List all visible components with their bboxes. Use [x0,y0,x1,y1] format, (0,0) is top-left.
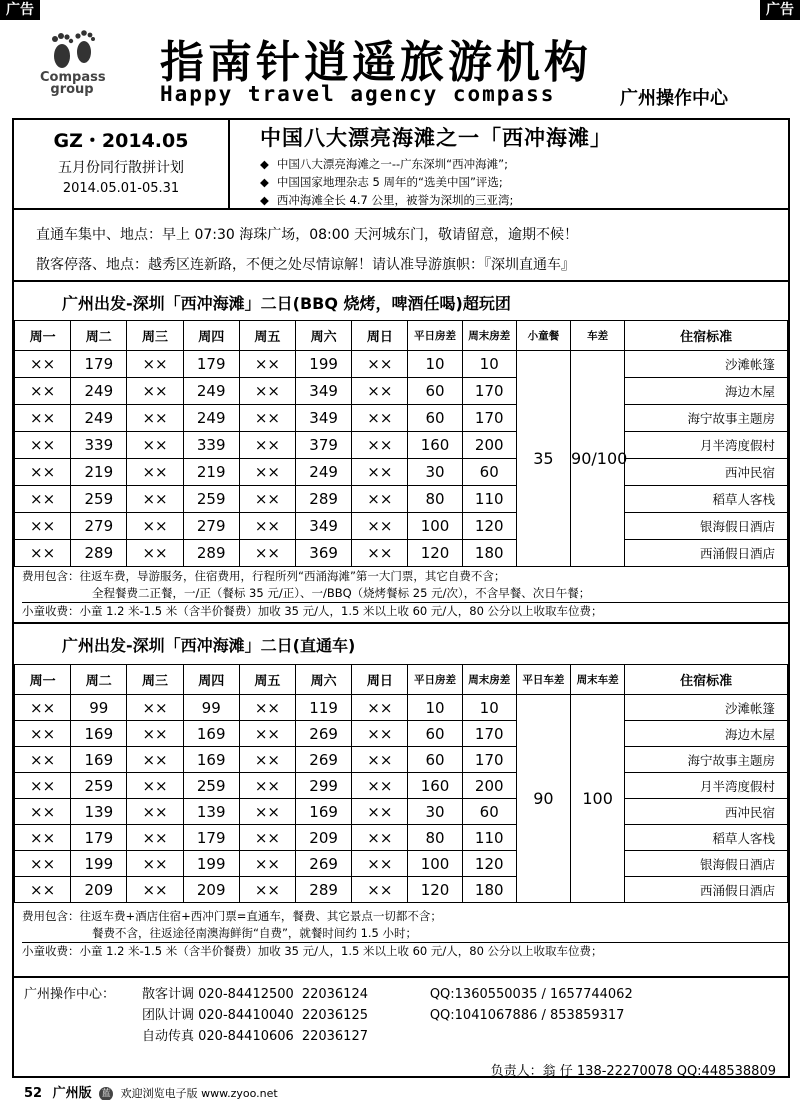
meeting-point-text: 直通车集中、地点：早上 07:30 海珠广场，08:00 天河城东门，敬请留意，逾期不候！ [36,227,579,243]
tour2-price-cell: 289 [296,877,352,903]
compass-logo [40,28,104,104]
tour1-row [15,378,788,405]
contact-block [14,976,788,1079]
feature-list [260,155,788,209]
tour2-notes [14,908,788,960]
tour2-price-cell: ×× [352,825,408,851]
edition-label: 广州版 [52,1086,92,1100]
tour1-price-cell: 199 [296,351,352,378]
tour2-price-cell: ×× [15,877,71,903]
tour2-lodging-cell: 稻草人客栈 [625,825,788,851]
headline: 中国八大漂亮海滩之一「西冲海滩」 [260,126,612,150]
tour1-price-cell: 289 [71,540,127,567]
responsible-person: 负责人：翁 仔 138-22270078 QQ:448538809 [490,1064,776,1079]
tour2-price-cell: 10 [462,695,516,721]
tour1-price-cell: 60 [408,378,462,405]
tour2-price-cell: 269 [296,747,352,773]
tour2-price-cell: 119 [296,695,352,721]
tour1-price-cell: ×× [352,540,408,567]
tour1-price-cell: 170 [462,378,516,405]
tour2-price-cell: 209 [296,825,352,851]
tour2-note-fee: 费用包含：往返车费+酒店住宿+西冲门票=直通车，餐费、其它景点一切都不含； [22,909,442,923]
tour2-price-cell: 160 [408,773,462,799]
contact-row: 广州操作中心： 散客计调 020-84412500 22036124 QQ:1360550035 / 1657744062 [24,984,788,1005]
tour1-price-cell: 349 [296,405,352,432]
tour2-price-cell: ×× [239,747,295,773]
tour1-price-cell: 120 [408,540,462,567]
tour2-header-cell: 周五 [239,665,295,695]
tour2-price-cell: 139 [183,799,239,825]
tour2-header-cell: 周一 [15,665,71,695]
tour2-price-cell: 110 [462,825,516,851]
tour1-header-cell: 周四 [183,321,239,351]
tour1-price-cell: 339 [71,432,127,459]
tour1-header-cell: 住宿标准 [625,321,788,351]
page-number: 52 [24,1086,43,1100]
tour2-price-cell: 120 [408,877,462,903]
tour2-header-cell: 周末房差 [462,665,516,695]
tour1-price-cell: ×× [127,513,183,540]
tour1-price-cell: 339 [183,432,239,459]
tour2-price-cell: ×× [15,695,71,721]
tour2-price-cell: 199 [71,851,127,877]
tour2-header-cell: 平日房差 [408,665,462,695]
tour1-lodging-cell: 月半湾度假村 [625,432,788,459]
plan-code: GZ・2014.05 [53,130,189,152]
tour1-price-table [14,320,788,567]
tour2-title: 广州出发-深圳「西冲海滩」二日(直通车) [14,622,788,662]
tour2-price-cell: ×× [127,773,183,799]
tour1-notes [14,568,788,620]
tour2-price-cell: ×× [127,877,183,903]
tour2-price-cell: 100 [408,851,462,877]
tour1-price-cell: 10 [408,351,462,378]
tour2-row [15,695,788,721]
tour1-price-cell: ×× [127,432,183,459]
tour1-title: 广州出发-深圳「西冲海滩」二日(BBQ 烧烤，啤酒任喝)超玩团 [14,280,788,320]
diamond-icon: ◆ [260,157,269,171]
tour1-header-row [15,321,788,351]
tour1-price-cell: 219 [183,459,239,486]
tour1-header-cell: 周一 [15,321,71,351]
diamond-icon: ◆ [260,175,269,189]
tour1-price-cell: ×× [15,432,71,459]
tour2-header-cell: 周日 [352,665,408,695]
tour2-price-cell: ×× [127,747,183,773]
tour2-lodging-cell: 银海假日酒店 [625,851,788,877]
tour2-merged-cell: 100 [571,695,625,903]
tour2-price-cell: 179 [183,825,239,851]
tour2-price-cell: ×× [239,773,295,799]
tour1-lodging-cell: 稻草人客栈 [625,486,788,513]
tour1-price-cell: 160 [408,432,462,459]
tour2-price-cell: ×× [352,721,408,747]
tour1-price-cell: ×× [352,486,408,513]
tour2-price-cell: 60 [462,799,516,825]
tour1-price-cell: ×× [352,405,408,432]
tour2-lodging-cell: 西涌假日酒店 [625,877,788,903]
tour1-note-child: 小童收费：小童 1.2 米-1.5 米（含半价餐费）加收 35 元/人，1.5 米以上收 60 元/人，80 公分以上收取车位费； [22,602,788,620]
tour1-price-cell: ×× [127,486,183,513]
tour1-header-cell: 车差 [571,321,625,351]
tour2-header-cell: 周末车差 [571,665,625,695]
tour2-lodging-cell: 西冲民宿 [625,799,788,825]
tour1-price-cell: ×× [352,351,408,378]
tour2-price-cell: ×× [15,747,71,773]
tour1-price-cell: 200 [462,432,516,459]
tour1-price-cell: ×× [127,351,183,378]
tour1-price-cell: 369 [296,540,352,567]
tour2-header-cell: 周四 [183,665,239,695]
tour2-price-cell: 30 [408,799,462,825]
tour1-price-cell: 249 [296,459,352,486]
tour2-price-cell: ×× [352,851,408,877]
feature-item: ◆ 中国八大漂亮海滩之一--广东深圳“西冲海滩”; [260,157,508,171]
tour2-price-cell: 180 [462,877,516,903]
tour2-row [15,747,788,773]
tour1-price-cell: 60 [462,459,516,486]
tour1-price-cell: ×× [352,432,408,459]
tour2-lodging-cell: 月半湾度假村 [625,773,788,799]
tour1-price-cell: ×× [15,405,71,432]
tour1-price-cell: 279 [183,513,239,540]
tour2-price-cell: 179 [71,825,127,851]
tour1-lodging-cell: 西冲民宿 [625,459,788,486]
feature-item: ◆ 西冲海滩全长 4.7 公里，被誉为深圳的三亚湾; [260,193,514,207]
ad-label-right: 广告 [760,0,800,20]
page-footer [0,1082,800,1100]
tour2-price-cell: ×× [15,851,71,877]
center-label: 广州操作中心： [24,987,116,1002]
tour1-price-cell: 379 [296,432,352,459]
tour2-price-cell: ×× [15,773,71,799]
tour2-row [15,773,788,799]
tour2-price-cell: ×× [352,877,408,903]
tour2-price-cell: 170 [462,721,516,747]
tour1-price-cell: ×× [239,513,295,540]
headline-block [230,120,788,208]
tour2-price-cell: 200 [462,773,516,799]
tour2-header-cell: 周六 [296,665,352,695]
tour1-note-fee: 费用包含：往返车费，导游服务，住宿费用，行程所列“西涌海滩”第一大门票，其它自费不含； [22,569,506,583]
tour1-price-cell: ×× [15,351,71,378]
tour2-price-cell: 99 [71,695,127,721]
tour1-price-cell: 110 [462,486,516,513]
tour2-header-cell: 平日车差 [516,665,570,695]
tour2-note-child: 小童收费：小童 1.2 米-1.5 米（含半价餐费）加收 35 元/人，1.5 米以上收 60 元/人，80 公分以上收取车位费； [22,942,788,960]
tour2-price-cell: 60 [408,747,462,773]
tour2-lodging-cell: 海边木屋 [625,721,788,747]
tour2-price-cell: 139 [71,799,127,825]
footprints-icon [42,28,102,72]
tour1-header-cell: 平日房差 [408,321,462,351]
tour2-price-cell: ×× [352,747,408,773]
contact-row: 团队计调 020-84410040 22036125 QQ:1041067886 / 853859317 [142,1008,625,1023]
tour1-row [15,486,788,513]
tour1-header-cell: 周日 [352,321,408,351]
tour2-merged-cell: 90 [516,695,570,903]
tour1-price-cell: ×× [15,540,71,567]
logo-text-line1: Compass [40,70,106,85]
tour1-price-cell: 180 [462,540,516,567]
tour2-price-cell: ×× [352,695,408,721]
tour1-price-cell: ×× [239,459,295,486]
tour1-price-cell: 179 [71,351,127,378]
tour1-price-cell: ×× [127,540,183,567]
tour2-price-cell: 10 [408,695,462,721]
tour2-price-cell: 259 [71,773,127,799]
tour2-row [15,799,788,825]
tour1-price-cell: 30 [408,459,462,486]
plan-info [14,120,230,208]
tour1-price-cell: 60 [408,405,462,432]
tour2-price-cell: 299 [296,773,352,799]
tour1-price-cell: ×× [239,405,295,432]
tour1-row [15,432,788,459]
tour2-price-cell: ×× [127,851,183,877]
tour2-price-cell: 99 [183,695,239,721]
tour1-price-cell: 259 [183,486,239,513]
tour1-price-cell: 349 [296,513,352,540]
tour2-price-cell: ×× [15,799,71,825]
brand-name-en: Happy travel agency compass [160,82,556,106]
tour1-lodging-cell: 沙滩帐篷 [625,351,788,378]
feature-item: ◆ 中国国家地理杂志 5 周年的“选美中国”评选; [260,175,503,189]
tour1-price-cell: ×× [239,351,295,378]
tour1-header-cell: 周二 [71,321,127,351]
tour2-price-cell: ×× [239,825,295,851]
tour2-price-cell: ×× [239,851,295,877]
tour1-price-cell: 100 [408,513,462,540]
tour2-price-cell: 120 [462,851,516,877]
tour1-price-cell: 219 [71,459,127,486]
tour2-price-cell: ×× [352,799,408,825]
ad-label-left: 广告 [0,0,40,20]
tour2-price-cell: 169 [296,799,352,825]
header [0,24,800,116]
tour1-price-cell: ×× [352,459,408,486]
tour1-row [15,513,788,540]
tour1-price-cell: 249 [71,378,127,405]
tour2-header-cell: 周三 [127,665,183,695]
diamond-icon: ◆ [260,193,269,207]
tour1-merged-cell: 35 [516,351,570,567]
tour2-price-cell: 199 [183,851,239,877]
tour1-header-cell: 周五 [239,321,295,351]
tour2-price-cell: 269 [296,851,352,877]
tour2-price-cell: ×× [15,825,71,851]
tour2-row [15,825,788,851]
tour2-header-cell: 住宿标准 [625,665,788,695]
tour2-price-cell: 80 [408,825,462,851]
tour2-price-cell: ×× [239,695,295,721]
tour2-price-cell: ×× [239,877,295,903]
tour1-price-cell: ×× [239,432,295,459]
tour1-header-cell: 周六 [296,321,352,351]
tour2-row [15,877,788,903]
tour2-price-cell: 169 [71,747,127,773]
tour1-lodging-cell: 西涌假日酒店 [625,540,788,567]
tour2-row [15,851,788,877]
tour1-price-cell: 249 [183,378,239,405]
tour1-price-cell: ×× [15,513,71,540]
contact-row: 自动传真 020-84410606 22036127 [142,1029,368,1044]
tour1-note-meal: 全程餐费二正餐，一/正（餐标 35 元/正）、一/BBQ（烧烤餐标 25 元/次），不含早餐、次日午餐； [92,586,591,600]
tour1-price-cell: 289 [296,486,352,513]
tour1-price-cell: 10 [462,351,516,378]
tour2-price-cell: ×× [127,799,183,825]
tour2-header-row [15,665,788,695]
tour1-price-cell: 289 [183,540,239,567]
tour2-lodging-cell: 海宁故事主题房 [625,747,788,773]
tour1-lodging-cell: 海宁故事主题房 [625,405,788,432]
tour1-header-cell: 小童餐 [516,321,570,351]
plan-dates: 2014.05.01-05.31 [62,181,180,196]
tour1-row [15,405,788,432]
tour1-price-cell: ×× [15,459,71,486]
tour1-price-cell: 259 [71,486,127,513]
tour1-price-cell: 349 [296,378,352,405]
tour2-price-cell: 169 [183,721,239,747]
operation-center-label: 广州操作中心 [620,88,728,109]
tour1-price-cell: 80 [408,486,462,513]
tour1-header-cell: 周末房差 [462,321,516,351]
tour1-price-cell: ×× [127,405,183,432]
tour1-price-cell: ×× [239,540,295,567]
tour2-price-cell: ×× [127,721,183,747]
tour2-price-cell: 209 [71,877,127,903]
tour1-price-cell: ×× [127,459,183,486]
website-text: 欢迎浏览电子版 www.zyoo.net [120,1087,278,1100]
tour1-price-cell: ×× [352,378,408,405]
tour1-row [15,540,788,567]
tour1-price-cell: 120 [462,513,516,540]
tour1-row [15,351,788,378]
tour1-row [15,459,788,486]
tour2-price-cell: ×× [239,799,295,825]
tour1-price-cell: ×× [239,486,295,513]
tour1-header-cell: 周三 [127,321,183,351]
tour2-price-cell: ×× [239,721,295,747]
tour1-price-cell: 179 [183,351,239,378]
tour2-price-cell: 269 [296,721,352,747]
tour2-price-cell: ×× [127,825,183,851]
plan-subtitle: 五月份同行散拼计划 [58,160,184,176]
tour1-price-cell: ×× [239,378,295,405]
tour1-merged-cell: 90/100 [571,351,625,567]
main-frame [12,118,790,1078]
tour1-price-cell: 170 [462,405,516,432]
tour1-price-cell: 249 [71,405,127,432]
tour2-price-cell: 259 [183,773,239,799]
brand-name-cn: 指南针逍遥旅游机构 [160,37,592,88]
tour1-price-cell: 249 [183,405,239,432]
tour2-price-cell: 169 [71,721,127,747]
tour2-row [15,721,788,747]
tour2-price-cell: ×× [352,773,408,799]
tour1-price-cell: ×× [15,486,71,513]
tour2-price-cell: ×× [15,721,71,747]
tour2-price-cell: 169 [183,747,239,773]
tour2-price-cell: 209 [183,877,239,903]
edition-badge-icon: 蓝 [99,1087,113,1100]
tour1-lodging-cell: 海边木屋 [625,378,788,405]
tour2-price-cell: 170 [462,747,516,773]
tour1-price-cell: ×× [352,513,408,540]
tour2-price-cell: 60 [408,721,462,747]
tour1-price-cell: ×× [15,378,71,405]
meeting-info [14,208,788,280]
tour2-price-cell: ×× [127,695,183,721]
tour2-header-cell: 周二 [71,665,127,695]
tour1-lodging-cell: 银海假日酒店 [625,513,788,540]
tour1-price-cell: ×× [127,378,183,405]
tour1-price-cell: 279 [71,513,127,540]
drop-off-text: 散客停落、地点：越秀区连新路，不便之处尽情谅解！请认准导游旗帜：『深圳直通车』 [36,257,575,273]
tour2-note-meal: 餐费不含，往返途径南澳海鲜街“自费”，就餐时间约 1.5 小时； [92,926,418,940]
tour2-lodging-cell: 沙滩帐篷 [625,695,788,721]
logo-text-line2: group [50,82,94,97]
tour2-price-table [14,664,788,903]
